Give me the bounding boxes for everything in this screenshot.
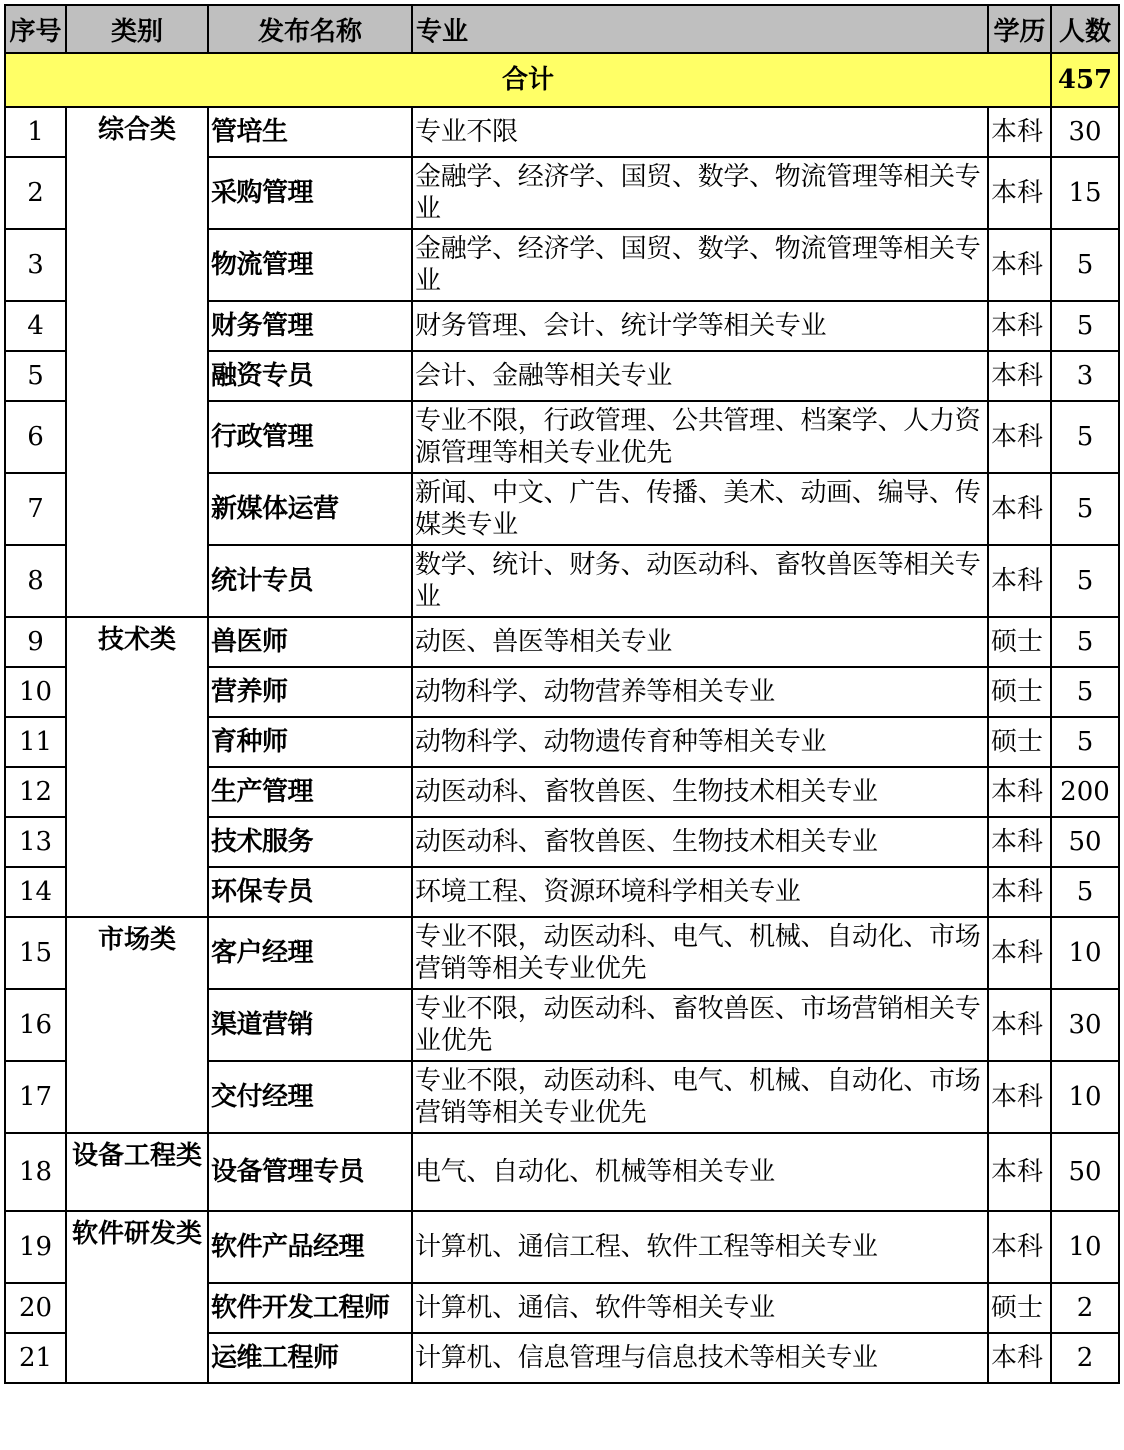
- header-index: 序号: [5, 5, 66, 53]
- row-count: 3: [1051, 351, 1119, 401]
- row-index: 8: [5, 545, 66, 617]
- row-title: 统计专员: [208, 545, 412, 617]
- row-index: 9: [5, 617, 66, 667]
- table-row: [5, 917, 1119, 989]
- row-count: 30: [1051, 107, 1119, 157]
- row-education: 本科: [988, 1133, 1051, 1211]
- row-category: 综合类: [66, 107, 208, 617]
- row-index: 12: [5, 767, 66, 817]
- row-education: 本科: [988, 545, 1051, 617]
- row-title: 软件开发工程师: [208, 1283, 412, 1333]
- header-category: 类别: [66, 5, 208, 53]
- row-index: 13: [5, 817, 66, 867]
- row-title: 设备管理专员: [208, 1133, 412, 1211]
- row-major: 环境工程、资源环境科学相关专业: [412, 867, 988, 917]
- row-count: 5: [1051, 301, 1119, 351]
- row-index: 20: [5, 1283, 66, 1333]
- row-index: 3: [5, 229, 66, 301]
- table-row: [5, 617, 1119, 667]
- row-education: 硕士: [988, 617, 1051, 667]
- row-title: 育种师: [208, 717, 412, 767]
- row-major: 计算机、通信、软件等相关专业: [412, 1283, 988, 1333]
- row-count: 2: [1051, 1333, 1119, 1383]
- row-index: 1: [5, 107, 66, 157]
- row-index: 17: [5, 1061, 66, 1133]
- table-row: [5, 1133, 1119, 1211]
- row-major: 计算机、信息管理与信息技术等相关专业: [412, 1333, 988, 1383]
- row-title: 财务管理: [208, 301, 412, 351]
- row-count: 15: [1051, 157, 1119, 229]
- row-count: 5: [1051, 473, 1119, 545]
- header-title: 发布名称: [208, 5, 412, 53]
- row-count: 10: [1051, 1061, 1119, 1133]
- row-major: 新闻、中文、广告、传播、美术、动画、编导、传媒类专业: [412, 473, 988, 545]
- header-row: [5, 5, 1119, 53]
- row-count: 5: [1051, 545, 1119, 617]
- row-count: 5: [1051, 401, 1119, 473]
- row-major: 专业不限: [412, 107, 988, 157]
- row-count: 10: [1051, 1211, 1119, 1283]
- row-major: 数学、统计、财务、动医动科、畜牧兽医等相关专业: [412, 545, 988, 617]
- total-label: 合计: [5, 53, 1051, 107]
- row-count: 50: [1051, 1133, 1119, 1211]
- row-title: 环保专员: [208, 867, 412, 917]
- table-row: [5, 107, 1119, 157]
- row-category: 设备工程类: [66, 1133, 208, 1211]
- row-index: 18: [5, 1133, 66, 1211]
- row-major: 专业不限，动医动科、畜牧兽医、市场营销相关专业优先: [412, 989, 988, 1061]
- header-education: 学历: [988, 5, 1051, 53]
- row-education: 本科: [988, 917, 1051, 989]
- row-title: 营养师: [208, 667, 412, 717]
- row-category: 软件研发类: [66, 1211, 208, 1383]
- row-major: 专业不限，行政管理、公共管理、档案学、人力资源管理等相关专业优先: [412, 401, 988, 473]
- row-index: 4: [5, 301, 66, 351]
- row-education: 硕士: [988, 667, 1051, 717]
- row-major: 计算机、通信工程、软件工程等相关专业: [412, 1211, 988, 1283]
- row-education: 本科: [988, 107, 1051, 157]
- row-education: 本科: [988, 301, 1051, 351]
- row-count: 10: [1051, 917, 1119, 989]
- row-title: 融资专员: [208, 351, 412, 401]
- row-major: 动医动科、畜牧兽医、生物技术相关专业: [412, 817, 988, 867]
- row-major: 动医、兽医等相关专业: [412, 617, 988, 667]
- total-count: 457: [1051, 53, 1119, 107]
- row-category: 市场类: [66, 917, 208, 1133]
- row-index: 15: [5, 917, 66, 989]
- row-major: 财务管理、会计、统计学等相关专业: [412, 301, 988, 351]
- row-title: 兽医师: [208, 617, 412, 667]
- row-education: 本科: [988, 229, 1051, 301]
- row-count: 2: [1051, 1283, 1119, 1333]
- row-index: 21: [5, 1333, 66, 1383]
- row-education: 硕士: [988, 1283, 1051, 1333]
- row-education: 本科: [988, 351, 1051, 401]
- row-education: 本科: [988, 817, 1051, 867]
- row-title: 物流管理: [208, 229, 412, 301]
- row-index: 7: [5, 473, 66, 545]
- row-education: 本科: [988, 867, 1051, 917]
- row-major: 动医动科、畜牧兽医、生物技术相关专业: [412, 767, 988, 817]
- row-education: 本科: [988, 401, 1051, 473]
- row-education: 硕士: [988, 717, 1051, 767]
- row-major: 动物科学、动物遗传育种等相关专业: [412, 717, 988, 767]
- row-count: 30: [1051, 989, 1119, 1061]
- row-count: 5: [1051, 229, 1119, 301]
- row-major: 电气、自动化、机械等相关专业: [412, 1133, 988, 1211]
- row-title: 软件产品经理: [208, 1211, 412, 1283]
- row-education: 本科: [988, 767, 1051, 817]
- row-count: 50: [1051, 817, 1119, 867]
- row-education: 本科: [988, 989, 1051, 1061]
- row-title: 新媒体运营: [208, 473, 412, 545]
- row-count: 5: [1051, 717, 1119, 767]
- row-index: 14: [5, 867, 66, 917]
- row-education: 本科: [988, 1061, 1051, 1133]
- row-major: 金融学、经济学、国贸、数学、物流管理等相关专业: [412, 229, 988, 301]
- row-index: 19: [5, 1211, 66, 1283]
- row-major: 会计、金融等相关专业: [412, 351, 988, 401]
- header-count: 人数: [1051, 5, 1119, 53]
- row-major: 专业不限，动医动科、电气、机械、自动化、市场营销等相关专业优先: [412, 917, 988, 989]
- row-title: 管培生: [208, 107, 412, 157]
- total-row: [5, 53, 1119, 107]
- row-index: 11: [5, 717, 66, 767]
- row-education: 本科: [988, 1211, 1051, 1283]
- row-title: 生产管理: [208, 767, 412, 817]
- recruitment-table: [4, 4, 1120, 1384]
- row-index: 16: [5, 989, 66, 1061]
- row-count: 200: [1051, 767, 1119, 817]
- row-title: 交付经理: [208, 1061, 412, 1133]
- row-education: 本科: [988, 157, 1051, 229]
- row-major: 动物科学、动物营养等相关专业: [412, 667, 988, 717]
- row-education: 本科: [988, 1333, 1051, 1383]
- row-count: 5: [1051, 667, 1119, 717]
- row-title: 采购管理: [208, 157, 412, 229]
- row-title: 运维工程师: [208, 1333, 412, 1383]
- row-major: 专业不限，动医动科、电气、机械、自动化、市场营销等相关专业优先: [412, 1061, 988, 1133]
- row-count: 5: [1051, 867, 1119, 917]
- row-title: 行政管理: [208, 401, 412, 473]
- row-title: 渠道营销: [208, 989, 412, 1061]
- table-row: [5, 1211, 1119, 1283]
- row-title: 客户经理: [208, 917, 412, 989]
- header-major: 专业: [412, 5, 988, 53]
- row-title: 技术服务: [208, 817, 412, 867]
- row-index: 5: [5, 351, 66, 401]
- row-index: 2: [5, 157, 66, 229]
- row-count: 5: [1051, 617, 1119, 667]
- row-index: 10: [5, 667, 66, 717]
- row-education: 本科: [988, 473, 1051, 545]
- row-category: 技术类: [66, 617, 208, 917]
- row-major: 金融学、经济学、国贸、数学、物流管理等相关专业: [412, 157, 988, 229]
- row-index: 6: [5, 401, 66, 473]
